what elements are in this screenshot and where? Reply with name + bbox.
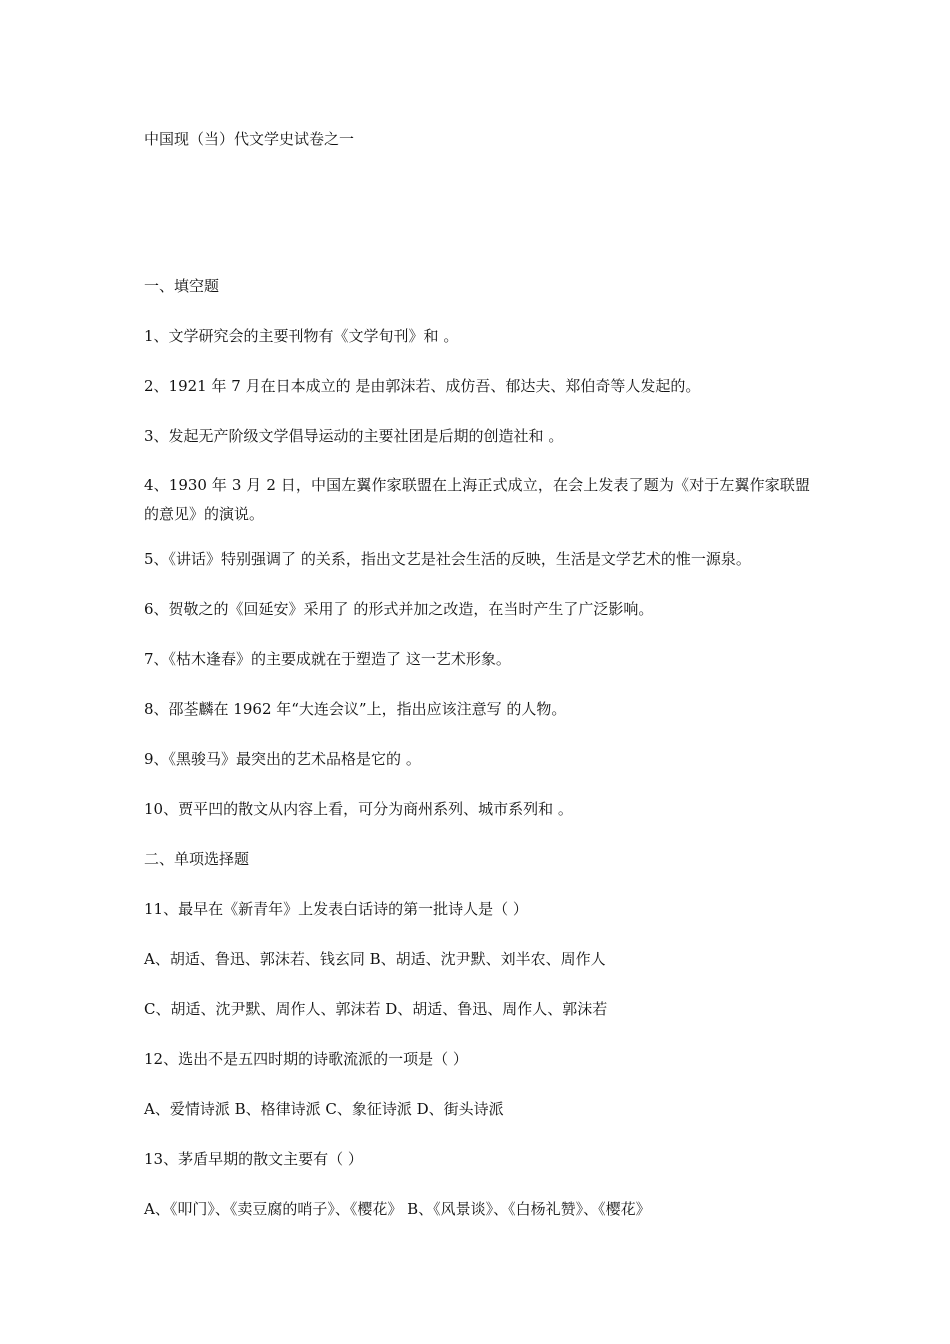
question-1: 1、文学研究会的主要刊物有《文学旬刊》和 。 — [144, 327, 459, 345]
question-12-options: A、爱情诗派 B、格律诗派 C、象征诗派 D、街头诗派 — [144, 1100, 504, 1118]
section-heading-fill-in: 一、填空题 — [144, 277, 220, 295]
question-6: 6、贺敬之的《回延安》采用了 的形式并加之改造，在当时产生了广泛影响。 — [144, 600, 654, 618]
question-8: 8、邵荃麟在 1962 年“大连会议”上，指出应该注意写 的人物。 — [144, 700, 567, 718]
question-7: 7、《枯木逢春》的主要成就在于塑造了 这一艺术形象。 — [144, 650, 511, 668]
question-2: 2、1921 年 7 月在日本成立的 是由郭沫若、成仿吾、郁达夫、郑伯奇等人发起的。 — [144, 377, 701, 395]
question-9: 9、《黑骏马》最突出的艺术品格是它的 。 — [144, 750, 421, 768]
question-12: 12、选出不是五四时期的诗歌流派的一项是（ ） — [144, 1050, 468, 1068]
question-10: 10、贾平凹的散文从内容上看，可分为商州系列、城市系列和 。 — [144, 800, 573, 818]
question-13: 13、茅盾早期的散文主要有（ ） — [144, 1150, 363, 1168]
section-heading-single-choice: 二、单项选择题 — [144, 850, 250, 868]
question-11-options-ab: A、胡适、鲁迅、郭沫若、钱玄同 B、胡适、沈尹默、刘半农、周作人 — [144, 950, 606, 968]
question-5: 5、《讲话》特别强调了 的关系，指出文艺是社会生活的反映，生活是文学艺术的惟一源泉。 — [144, 550, 751, 568]
document-title: 中国现（当）代文学史试卷之一 — [144, 130, 355, 148]
question-11-options-cd: C、胡适、沈尹默、周作人、郭沫若 D、胡适、鲁迅、周作人、郭沫若 — [144, 1000, 608, 1018]
question-13-options: A、《叩门》、《卖豆腐的哨子》、《樱花》 B、《风景谈》、《白杨礼赞》、《樱花》 — [144, 1200, 651, 1218]
question-4: 4、1930 年 3 月 2 日，中国左翼作家联盟在上海正式成立，在会上发表了题为《对于左翼作家联盟的意见》的演说。 — [144, 476, 810, 523]
question-3: 3、发起无产阶级文学倡导运动的主要社团是后期的创造社和 。 — [144, 427, 564, 445]
question-11: 11、最早在《新青年》上发表白话诗的第一批诗人是（ ） — [144, 900, 528, 918]
